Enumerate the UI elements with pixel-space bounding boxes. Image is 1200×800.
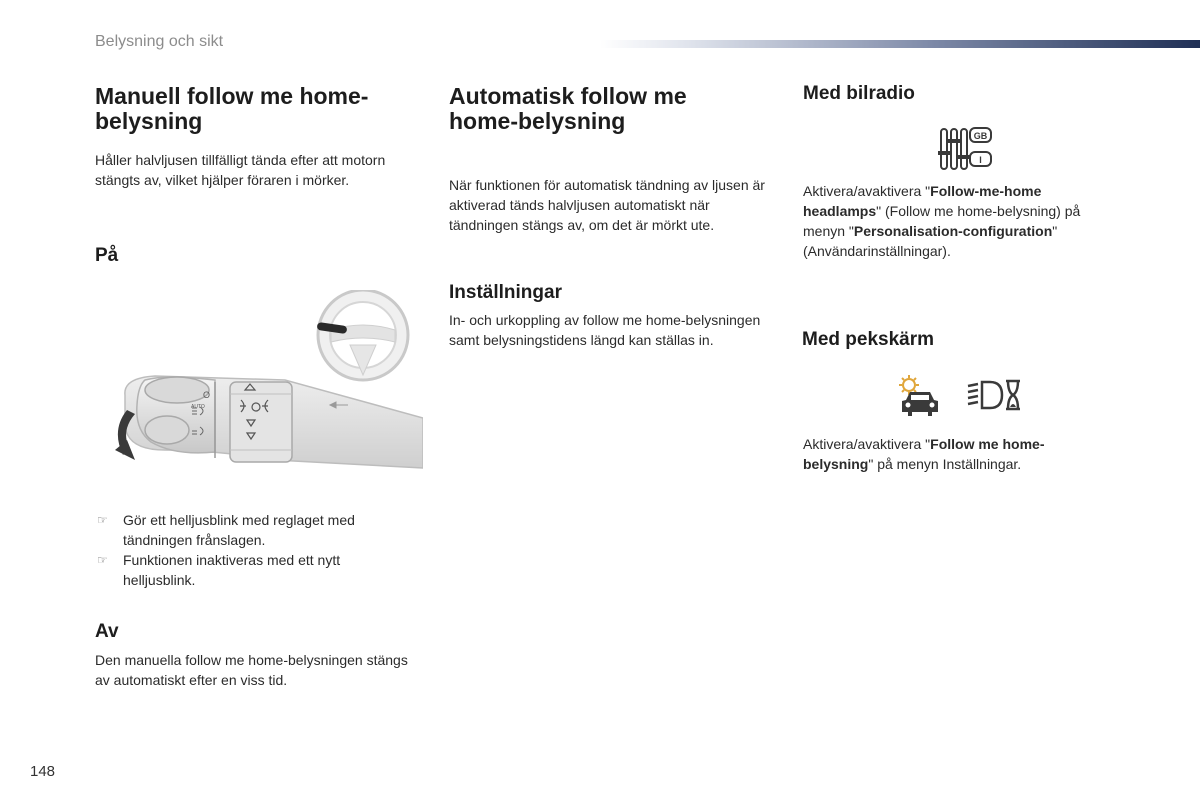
touchscreen-instruction-text: Aktivera/avaktivera "Follow me home-belysning" på menyn Inställningar.	[803, 436, 1045, 472]
header-gradient-bar	[600, 40, 1200, 48]
automatic-intro-text: När funktionen för automatisk tändning av ljusen är aktiverad tänds halvljusen automatiskt när tändningen stängs av, om det är mörkt ute.	[449, 177, 765, 233]
radio-instruction-text: Aktivera/avaktivera "Follow-me-home headlamps" (Follow me home-belysning) på menyn "Personalisation-configuration" (Användarinställningar).	[803, 183, 1081, 259]
section-title: Belysning och sikt	[95, 33, 224, 50]
hand-pointer-icon: ☞	[97, 553, 108, 567]
list-item: ☞ Funktionen inaktiveras med ett nytt helljusblink.	[97, 552, 341, 588]
audio-settings-icon	[938, 125, 994, 171]
automatic-follow-me-title: Automatisk follow me home-belysning	[449, 83, 687, 134]
on-heading: På	[95, 245, 119, 266]
off-heading: Av	[95, 621, 119, 642]
lighting-stalk-illustration	[105, 290, 423, 485]
page-number: 148	[30, 763, 56, 780]
list-item: ☞ Gör ett helljusblink med reglaget med tändningen frånslagen.	[97, 512, 355, 548]
stalk-off-label: O	[203, 390, 211, 400]
off-text: Den manuella follow me home-belysningen stängs av automatiskt efter en viss tid.	[95, 652, 408, 688]
radio-icon-top-label: GB	[973, 131, 988, 141]
settings-heading: Inställningar	[449, 282, 562, 303]
touchscreen-heading: Med pekskärm	[802, 329, 935, 350]
bullet-list	[95, 510, 415, 590]
car-settings-icon	[896, 374, 944, 418]
headlamp-timer-icon	[964, 378, 1022, 412]
steering-wheel-icon	[317, 290, 408, 380]
manual-follow-me-title: Manuell follow me home-belysning	[95, 83, 369, 134]
hand-pointer-icon: ☞	[97, 513, 108, 527]
settings-text: In- och urkoppling av follow me home-belysningen samt belysningstidens längd kan ställas in.	[449, 312, 761, 348]
radio-heading: Med bilradio	[803, 83, 915, 104]
stalk-auto-label: AUTO	[191, 404, 205, 410]
radio-icon-bottom-label: I	[979, 155, 982, 165]
manual-intro-text: Håller halvljusen tillfälligt tända efter att motorn stängts av, vilket hjälper föraren i mörker.	[95, 152, 386, 188]
